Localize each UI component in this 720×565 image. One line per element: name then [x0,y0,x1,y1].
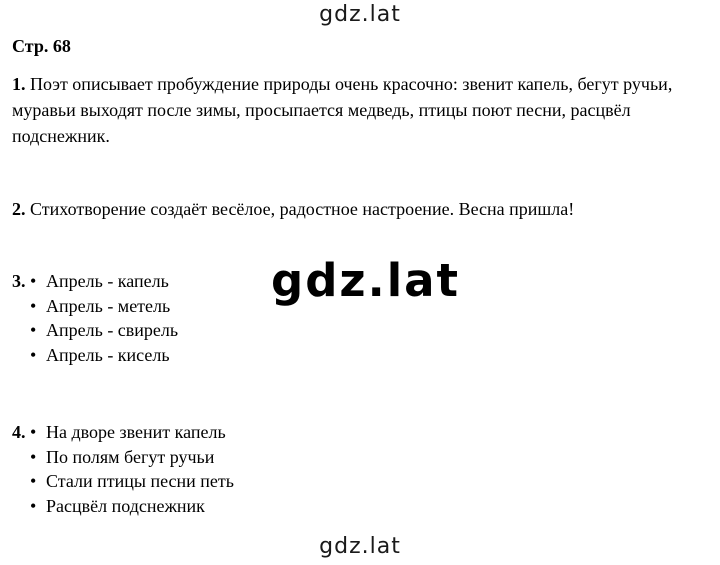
answer-1-number: 1. [12,74,26,94]
answer-2-number: 2. [12,199,26,219]
answer-2 [12,196,712,222]
watermark-top: gdz.lat [319,2,401,27]
bullet-icon: • [30,446,37,467]
answer-3-list [12,269,178,367]
answer-1-text: Поэт описывает пробуждение природы очень красочно: звенит капель, бегут ручьи, муравьи выходят после зимы, просыпается медведь, птицы поют песни, расцвёл подснежник. [12,74,673,146]
list-item [12,294,178,319]
list-item [12,494,234,519]
answer-4-number: 4. [12,422,26,442]
bullet-icon: • [30,422,37,442]
page-heading: Стр. 68 [12,36,71,56]
list-item-text: Стали птицы песни петь [46,471,234,491]
list-item-text: По полям бегут ручьи [46,446,215,467]
list-item-text: Апрель - кисель [46,344,170,365]
bullet-icon: • [30,295,37,316]
list-item-text: На дворе звенит капель [46,422,226,442]
list-item-text: Расцвёл подснежник [46,495,205,516]
bullet-icon: • [30,471,37,491]
list-item [12,420,234,445]
list-item [12,269,178,294]
list-item [12,343,178,368]
list-item [12,469,234,494]
list-item-text: Апрель - свирель [46,320,179,340]
answer-2-text: Стихотворение создаёт весёлое, радостное настроение. Весна пришла! [30,199,575,219]
bullet-icon: • [30,495,37,516]
watermark-middle: gdz.lat [271,254,461,307]
watermark-bottom: gdz.lat [319,534,401,559]
list-item-text: Апрель - метель [46,295,171,316]
answer-1 [12,71,712,149]
bullet-icon: • [30,271,37,291]
list-item-text: Апрель - капель [46,271,169,291]
bullet-icon: • [30,320,37,340]
list-item [12,445,234,470]
list-item [12,318,178,343]
answer-3-number: 3. [12,271,26,291]
answer-4-list [12,420,234,518]
bullet-icon: • [30,344,37,365]
